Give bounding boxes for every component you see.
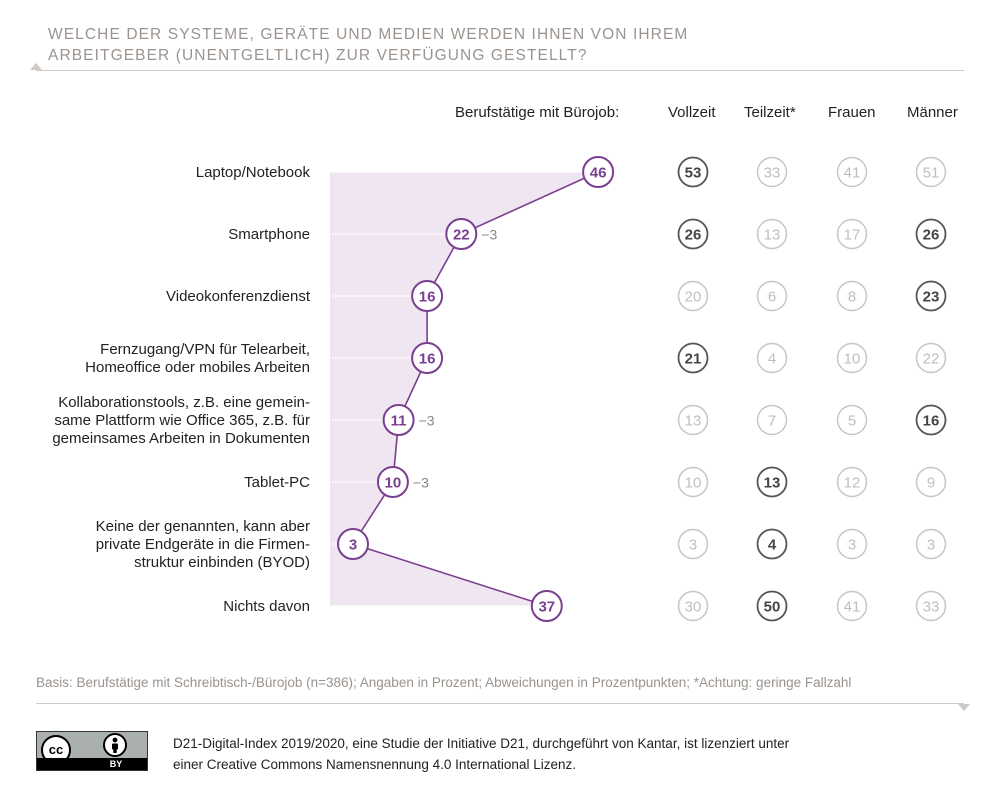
subgroup-value: 12	[843, 474, 861, 492]
footer-source-line1: D21-Digital-Index 2019/2020, eine Studie der Initiative D21, durchgeführt von Kantar, ist lizenziert unter	[173, 736, 790, 751]
subgroup-value: 3	[847, 536, 857, 554]
subgroup-value: 53	[684, 164, 702, 182]
subgroup-value: 22	[922, 350, 940, 368]
row-label-line: Videokonferenzdienst	[166, 288, 310, 305]
data-label: 3	[348, 536, 358, 554]
subgroup-value: 51	[922, 164, 940, 182]
delta-label: −3	[418, 412, 435, 429]
subgroup-value: 3	[926, 536, 936, 554]
subgroup-value: 17	[843, 226, 861, 244]
row-label-line: Smartphone	[228, 226, 310, 243]
data-label: 22	[452, 226, 470, 244]
footer-basis: Basis: Berufstätige mit Schreibtisch-/Bürojob (n=386); Angaben in Prozent; Abweichungen in Prozentpunkten; *Achtung: geringe Fallzahl	[36, 675, 852, 690]
chart-title-line2: ARBEITGEBER (UNENTGELTLICH) ZUR VERFÜGUNG GESTELLT?	[48, 47, 588, 64]
header-main: Berufstätige mit Bürojob:	[455, 104, 620, 121]
data-label: 16	[418, 288, 436, 306]
subgroup-value: 13	[763, 226, 781, 244]
subgroup-value: 41	[843, 164, 861, 182]
subgroup-value: 50	[763, 598, 781, 616]
data-label: 37	[538, 598, 556, 616]
header-maenner: Männer	[907, 104, 958, 121]
subgroup-value: 8	[847, 288, 857, 306]
subgroup-value: 4	[767, 350, 777, 368]
divider-arrow-down	[958, 704, 970, 711]
footer-source-line2: einer Creative Commons Namensnennung 4.0 International Lizenz.	[173, 757, 576, 772]
subgroup-value: 6	[767, 288, 777, 306]
subgroup-value: 4	[767, 536, 777, 554]
subgroup-value: 30	[684, 598, 702, 616]
bottom-divider	[36, 703, 964, 704]
data-label: 10	[384, 474, 402, 492]
subgroup-value: 21	[684, 350, 702, 368]
data-label: 46	[589, 164, 607, 182]
header-vollzeit: Vollzeit	[668, 104, 716, 121]
row-label-line: Fernzugang/VPN für Telearbeit,	[100, 341, 310, 358]
header-frauen: Frauen	[828, 104, 876, 121]
row-label-line: Nichts davon	[223, 598, 310, 615]
subgroup-value: 23	[922, 288, 940, 306]
cc-by-license-badge[interactable]	[36, 731, 148, 771]
data-label: 11	[390, 412, 407, 430]
subgroup-value: 13	[684, 412, 702, 430]
subgroup-value: 16	[922, 412, 940, 430]
row-label-line: same Plattform wie Office 365, z.B. für	[54, 412, 310, 429]
subgroup-value: 41	[843, 598, 861, 616]
row-label-line: gemeinsames Arbeiten in Dokumenten	[52, 430, 310, 447]
subgroup-value: 7	[767, 412, 777, 430]
person-icon	[103, 733, 127, 757]
subgroup-value: 20	[684, 288, 702, 306]
row-label-line: Laptop/Notebook	[195, 164, 310, 181]
delta-label: −3	[412, 474, 429, 491]
subgroup-value: 33	[763, 164, 781, 182]
chart-title-line1: WELCHE DER SYSTEME, GERÄTE UND MEDIEN WERDEN IHNEN VON IHREM	[48, 26, 689, 43]
row-label-line: Homeoffice oder mobiles Arbeiten	[85, 359, 310, 376]
subgroup-value: 33	[922, 598, 940, 616]
subgroup-value: 10	[843, 350, 861, 368]
by-label: BY	[109, 759, 123, 769]
cc-icon: cc	[41, 735, 71, 765]
row-label-line: private Endgeräte in die Firmen-	[95, 536, 310, 553]
subgroup-value: 9	[926, 474, 936, 492]
subgroup-value: 5	[847, 412, 857, 430]
row-label-line: Kollaborationstools, z.B. eine gemein-	[58, 394, 310, 411]
subgroup-value: 13	[763, 474, 781, 492]
row-label-line: struktur einbinden (BYOD)	[134, 554, 310, 571]
subgroup-value: 10	[684, 474, 702, 492]
footer-source	[173, 733, 789, 775]
data-label: 16	[418, 350, 436, 368]
subgroup-value: 26	[922, 226, 940, 244]
header-teilzeit: Teilzeit*	[744, 104, 796, 121]
row-label-line: Keine der genannten, kann aber	[95, 518, 310, 535]
delta-label: −3	[481, 226, 498, 243]
row-label-line: Tablet-PC	[244, 474, 310, 491]
subgroup-value: 26	[684, 226, 702, 244]
subgroup-value: 3	[688, 536, 698, 554]
